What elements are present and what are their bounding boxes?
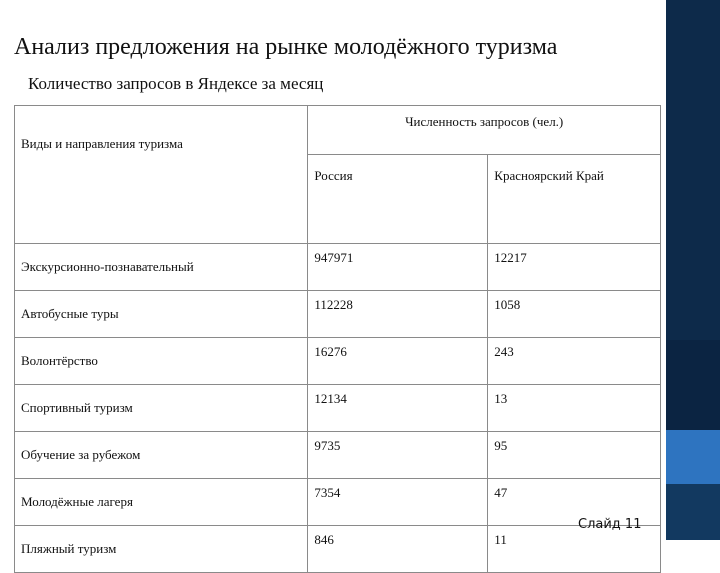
- side-bar-segment-middle: [666, 340, 720, 430]
- table-body: [15, 244, 661, 573]
- table-row: [15, 338, 661, 385]
- header-row-label: Виды и направления туризма: [15, 106, 308, 244]
- russia-value-cell: 16276: [308, 338, 488, 385]
- krasnoyarsk-value-cell: 95: [488, 432, 661, 479]
- table-row: [15, 385, 661, 432]
- tourism-requests-table: [14, 105, 661, 573]
- row-name-cell: Пляжный туризм: [15, 526, 308, 573]
- slide-title: Анализ предложения на рынке молодёжного туризма: [14, 34, 558, 60]
- krasnoyarsk-value-cell: 243: [488, 338, 661, 385]
- header-group-label: Численность запросов (чел.): [308, 106, 661, 155]
- krasnoyarsk-value-cell: 12217: [488, 244, 661, 291]
- row-name-cell: Молодёжные лагеря: [15, 479, 308, 526]
- russia-value-cell: 12134: [308, 385, 488, 432]
- row-name-cell: Волонтёрство: [15, 338, 308, 385]
- slide-subtitle: Количество запросов в Яндексе за месяц: [28, 74, 324, 93]
- russia-value-cell: 112228: [308, 291, 488, 338]
- krasnoyarsk-value-cell: 47: [488, 479, 661, 526]
- header-col-russia: Россия: [308, 155, 488, 244]
- krasnoyarsk-value-cell: 13: [488, 385, 661, 432]
- side-bar-segment-bottom: [666, 484, 720, 540]
- table-row: [15, 479, 661, 526]
- slide-number: Слайд 11: [578, 517, 642, 532]
- row-name-cell: Спортивный туризм: [15, 385, 308, 432]
- krasnoyarsk-value-cell: 1058: [488, 291, 661, 338]
- table-row: [15, 291, 661, 338]
- table-row: [15, 432, 661, 479]
- krasnoyarsk-value-cell: 11: [488, 526, 661, 573]
- russia-value-cell: 947971: [308, 244, 488, 291]
- table-header-row: [15, 106, 661, 155]
- side-decoration-bar: [666, 0, 720, 540]
- side-bar-segment-top: [666, 0, 720, 340]
- russia-value-cell: 846: [308, 526, 488, 573]
- russia-value-cell: 9735: [308, 432, 488, 479]
- row-name-cell: Экскурсионно-познавательный: [15, 244, 308, 291]
- row-name-cell: Автобусные туры: [15, 291, 308, 338]
- side-bar-segment-accent: [666, 430, 720, 484]
- table-row: [15, 526, 661, 573]
- header-col-krasnoyarsk: Красноярский Край: [488, 155, 661, 244]
- row-name-cell: Обучение за рубежом: [15, 432, 308, 479]
- russia-value-cell: 7354: [308, 479, 488, 526]
- table-row: [15, 244, 661, 291]
